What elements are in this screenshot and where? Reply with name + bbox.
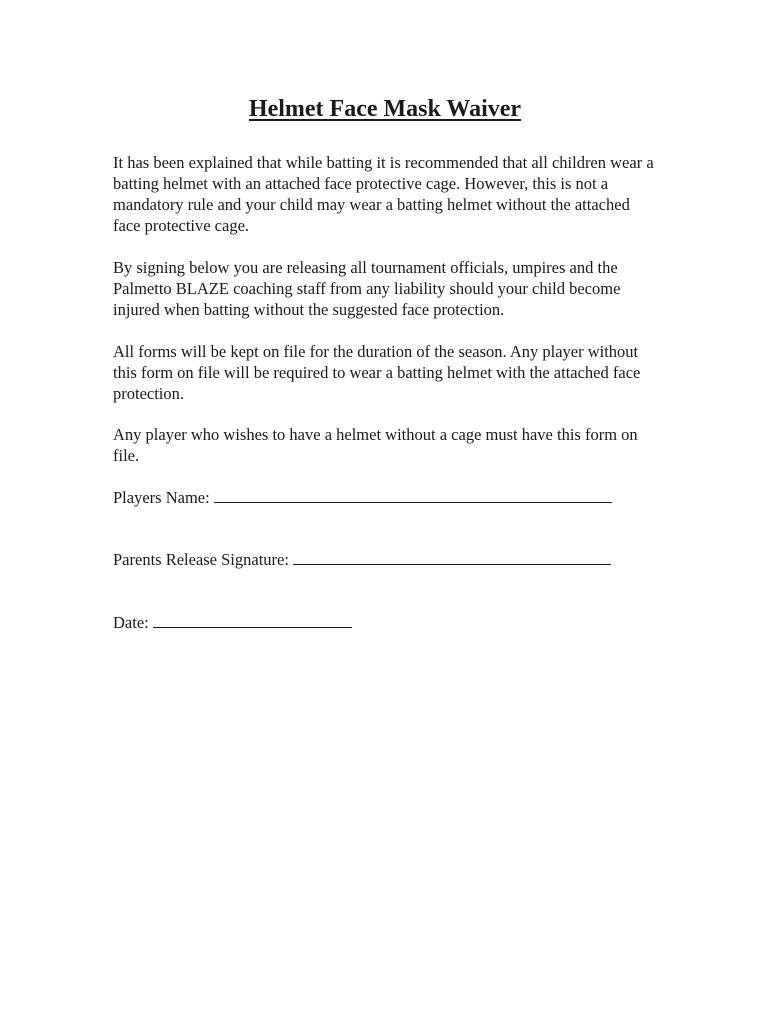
date-label: Date: [113,613,149,632]
document-title: Helmet Face Mask Waiver [248,96,522,122]
parents-signature-label: Parents Release Signature: [113,550,289,569]
date-blank-line[interactable] [153,612,352,628]
paragraph-forms-on-file: All forms will be kept on file for the duration of the season. Any player without this form on file will be required to wear a batting helmet with the attached face protection. [113,342,641,403]
paragraph-cage-requirement: Any player who wishes to have a helmet without a cage must have this form on file. [113,425,638,465]
players-name-blank-line[interactable] [214,487,612,503]
players-name-label: Players Name: [113,488,210,507]
parents-signature-blank-line[interactable] [293,549,611,565]
parents-signature-field [113,549,611,570]
paragraph-recommendation: It has been explained that while batting it is recommended that all children wear a batting helmet with an attached face protective cage. However, this is not a mandatory rule and your child may wear a batting helmet without the attached face protective cage. [113,153,654,235]
paragraph-liability-release: By signing below you are releasing all tournament officials, umpires and the Palmetto BLAZE coaching staff from any liability should your child become injured when batting without the suggested face protection. [113,258,621,319]
date-field [113,612,352,633]
players-name-field [113,487,612,508]
